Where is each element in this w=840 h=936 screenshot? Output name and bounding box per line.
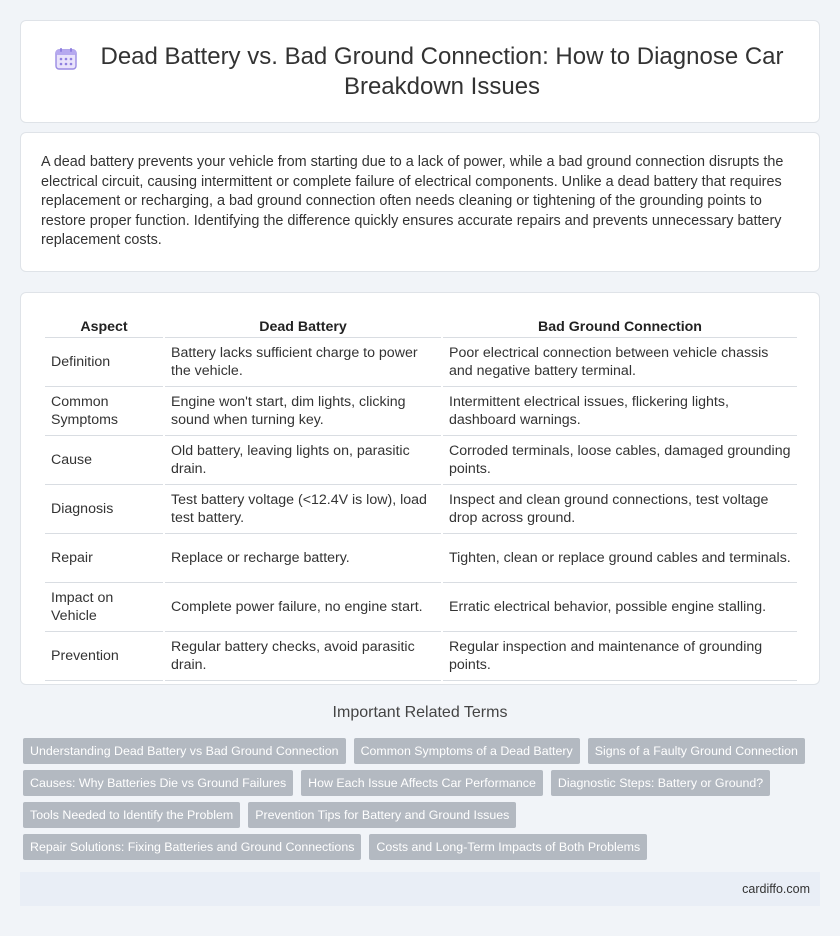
tag-row [23,770,803,796]
aspect-cell: Definition [45,338,163,387]
table-row [45,338,797,387]
aspect-cell: Impact on Vehicle [45,583,163,632]
header-dead-battery: Dead Battery [165,315,441,338]
summary-text: A dead battery prevents your vehicle from starting due to a lack of power, while a bad ground connection disrupts the electrical circuit, causing intermittent or complete failure of electrical components. Unlike a dead battery that requires replacement or recharging, a bad ground connection often needs cleaning or tightening of the grounding points to restore proper function. Identifying the difference quickly ensures accurate repairs and prevents unnecessary battery replacement costs. [41,154,784,249]
comparison-table-card [20,292,820,685]
header-card [20,20,820,123]
dead-battery-cell: Old battery, leaving lights on, parasitic drain. [165,436,441,485]
table-row [45,583,797,632]
table-row [45,387,797,436]
related-term-tag[interactable]: How Each Issue Affects Car Performance [301,770,543,796]
tag-row [23,738,803,764]
related-term-tag[interactable]: Signs of a Faulty Ground Connection [588,738,805,764]
related-term-tag[interactable]: Causes: Why Batteries Die vs Ground Failures [23,770,293,796]
bad-ground-cell: Regular inspection and maintenance of grounding points. [443,632,797,681]
bad-ground-cell: Corroded terminals, loose cables, damaged grounding points. [443,436,797,485]
table-header-row [45,315,797,338]
aspect-cell: Cause [45,436,163,485]
bad-ground-cell: Poor electrical connection between vehicle chassis and negative battery terminal. [443,338,797,387]
aspect-cell: Diagnosis [45,485,163,534]
dead-battery-cell: Replace or recharge battery. [165,534,441,583]
header-aspect: Aspect [45,315,163,338]
related-term-tag[interactable]: Understanding Dead Battery vs Bad Ground Connection [23,738,346,764]
related-term-tag[interactable]: Repair Solutions: Fixing Batteries and Ground Connections [23,834,361,860]
related-term-tag[interactable]: Common Symptoms of a Dead Battery [354,738,580,764]
comparison-table [43,315,799,681]
bad-ground-cell: Inspect and clean ground connections, test voltage drop across ground. [443,485,797,534]
aspect-cell: Repair [45,534,163,583]
calendar-grid-icon [53,46,79,72]
tag-row [23,834,803,860]
title-wrap [50,42,790,102]
page-title: Dead Battery vs. Bad Ground Connection: How to Diagnose Car Breakdown Issues [100,42,784,100]
dead-battery-cell: Test battery voltage (<12.4V is low), load test battery. [165,485,441,534]
summary-card [20,132,820,272]
footer-site-link[interactable]: cardiffo.com [742,882,810,896]
table-row [45,436,797,485]
related-terms-title: Important Related Terms [332,704,508,721]
table-row [45,534,797,583]
bad-ground-cell: Tighten, clean or replace ground cables and terminals. [443,534,797,583]
related-terms-tags [23,738,803,866]
table-row [45,485,797,534]
aspect-cell: Common Symptoms [45,387,163,436]
footer [20,872,820,906]
header-bad-ground: Bad Ground Connection [443,315,797,338]
bad-ground-cell: Erratic electrical behavior, possible engine stalling. [443,583,797,632]
tag-row [23,802,803,828]
related-term-tag[interactable]: Tools Needed to Identify the Problem [23,802,240,828]
dead-battery-cell: Complete power failure, no engine start. [165,583,441,632]
dead-battery-cell: Battery lacks sufficient charge to power the vehicle. [165,338,441,387]
dead-battery-cell: Regular battery checks, avoid parasitic drain. [165,632,441,681]
related-term-tag[interactable]: Prevention Tips for Battery and Ground Issues [248,802,516,828]
table-row [45,632,797,681]
related-term-tag[interactable]: Costs and Long-Term Impacts of Both Problems [369,834,647,860]
aspect-cell: Prevention [45,632,163,681]
related-term-tag[interactable]: Diagnostic Steps: Battery or Ground? [551,770,770,796]
dead-battery-cell: Engine won't start, dim lights, clicking sound when turning key. [165,387,441,436]
bad-ground-cell: Intermittent electrical issues, flickering lights, dashboard warnings. [443,387,797,436]
